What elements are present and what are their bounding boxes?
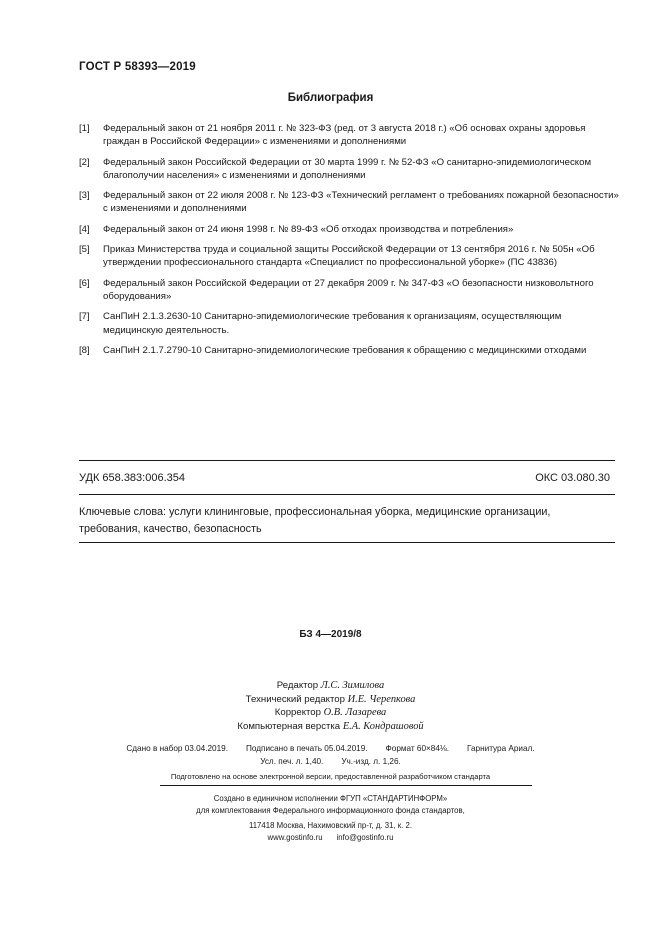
- reference-text: СанПиН 2.1.3.2630-10 Санитарно-эпидемиологические требования к организациям, осуществляющим медицинскую деятельность.: [103, 311, 562, 336]
- reference-item: [79, 156, 619, 182]
- bibliography-list: [79, 122, 619, 364]
- layout-name: Е.А. Кондрашовой: [342, 721, 424, 733]
- publisher-block: [0, 793, 661, 843]
- reference-item: [79, 277, 619, 303]
- printed-sheets: Усл. печ. л. 1,40.: [260, 757, 324, 766]
- divider-middle: [79, 494, 615, 495]
- reference-number: [3]: [79, 190, 90, 202]
- reference-text: Федеральный закон от 24 июня 1998 г. № 89-ФЗ «Об отходах производства и потребления»: [103, 223, 514, 235]
- editor-name: Л.С. Зимилова: [320, 680, 385, 691]
- bz-number: БЗ 4—2019/8: [299, 629, 362, 640]
- tech-editor-name: И.Е. Черепкова: [347, 693, 416, 705]
- publisher-line2: для комплектования Федерального информационного фонда стандартов,: [196, 805, 465, 815]
- credit-editor: [0, 679, 661, 693]
- udc-code: УДК 658.383:006.354: [79, 472, 185, 484]
- print-info: [0, 742, 661, 768]
- publisher-divider: [160, 785, 532, 786]
- reference-item: [79, 223, 619, 236]
- credit-proofreader: [0, 706, 661, 720]
- credits-block: [0, 679, 661, 734]
- print-info-line1: [0, 742, 661, 755]
- publishing-sheets: Уч.-изд. л. 1,26.: [341, 757, 401, 766]
- oks-code: ОКС 03.080.30: [535, 472, 610, 484]
- publisher-address: 117418 Москва, Нахимовский пр-т, д. 31, к. 2.: [248, 821, 413, 831]
- typeface: Гарнитура Ариал.: [467, 744, 535, 753]
- document-code: ГОСТ Р 58393—2019: [79, 61, 196, 73]
- divider-top: [79, 460, 615, 461]
- prepared-note: Подготовлено на основе электронной версии, предоставленной разработчиком стандарта: [170, 772, 491, 781]
- publisher-email[interactable]: info@gostinfo.ru: [336, 832, 394, 842]
- reference-number: [7]: [79, 311, 90, 323]
- editor-label: Редактор: [276, 680, 319, 691]
- reference-text: Федеральный закон от 22 июля 2008 г. № 123-ФЗ «Технический регламент о требованиях пожарной безопасности» с изменениями и дополнениями: [103, 190, 619, 215]
- reference-number: [6]: [79, 277, 90, 289]
- submitted-date: Сдано в набор 03.04.2019.: [126, 744, 228, 753]
- reference-number: [2]: [79, 156, 90, 168]
- reference-text: СанПиН 2.1.7.2790-10 Санитарно-эпидемиологические требования к обращению с медицинскими отходами: [103, 344, 587, 356]
- reference-item: [79, 243, 619, 269]
- bibliography-title: Библиография: [287, 92, 374, 104]
- paper-format: Формат 60×84⅛.: [385, 744, 450, 753]
- reference-text: Федеральный закон Российской Федерации от 30 марта 1999 г. № 52-ФЗ «О санитарно-эпидемиологическом благополучии населения» с изменениями и дополнениями: [103, 156, 592, 181]
- layout-label: Компьютерная верстка: [237, 721, 341, 733]
- reference-item: [79, 310, 619, 336]
- publisher-line1: Создано в единичном исполнении ФГУП «СТАНДАРТИНФОРМ»: [213, 794, 448, 803]
- publisher-website[interactable]: www.gostinfo.ru: [267, 832, 323, 842]
- publisher-contacts: [0, 832, 661, 844]
- reference-item: [79, 189, 619, 215]
- reference-number: [4]: [79, 223, 90, 235]
- reference-text: Приказ Министерства труда и социальной защиты Российской Федерации от 13 сентября 2016 г. № 505н «Об утверждении профессионального стандарта «Специалист по профессиональной уборке» (ПС 43836): [103, 244, 595, 269]
- signed-date: Подписано в печать 05.04.2019.: [245, 744, 368, 753]
- tech-editor-label: Технический редактор: [245, 693, 345, 705]
- reference-item: [79, 122, 619, 148]
- credit-layout: [0, 720, 661, 734]
- reference-number: [5]: [79, 244, 90, 256]
- reference-item: [79, 344, 619, 357]
- proofreader-name: О.В. Лазарева: [323, 707, 387, 719]
- keywords: Ключевые слова: услуги клининговые, профессиональная уборка, медицинские организации, требования, качество, безопасность: [79, 506, 551, 535]
- reference-text: Федеральный закон от 21 ноября 2011 г. № 323-ФЗ (ред. от 3 августа 2018 г.) «Об основах охраны здоровья граждан в Российской Федерации» с изменениями и дополнениями: [103, 123, 586, 148]
- reference-text: Федеральный закон Российской Федерации от 27 декабря 2009 г. № 347-ФЗ «О безопасности низковольтного оборудования»: [103, 277, 594, 302]
- reference-number: [1]: [79, 123, 90, 134]
- reference-number: [8]: [79, 344, 90, 356]
- credit-tech-editor: [0, 693, 661, 707]
- proofreader-label: Корректор: [274, 707, 321, 719]
- divider-bottom: [79, 542, 615, 543]
- print-info-line2: [0, 755, 661, 768]
